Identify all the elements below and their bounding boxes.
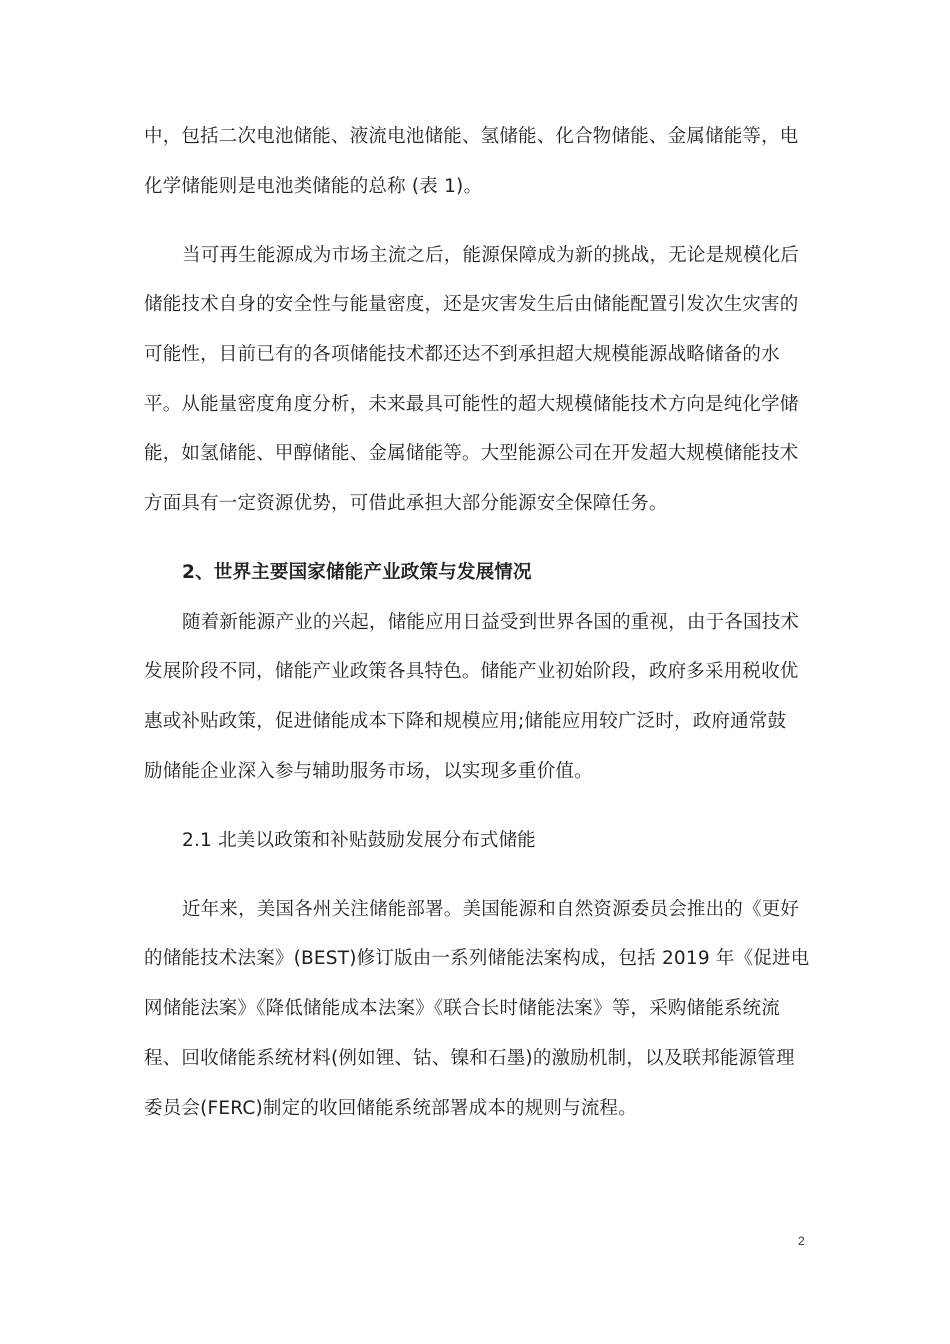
text-line: 方面具有一定资源优势，可借此承担大部分能源安全保障任务。 [144,493,668,514]
text-line: 储能技术自身的安全性与能量密度，还是灾害发生后由储能配置引发次生灾害的 [144,294,799,315]
text-line: 随着新能源产业的兴起，储能应用日益受到世界各国的重视，由于各国技术 [182,612,800,633]
text-line: 发展阶段不同，储能产业政策各具特色。储能产业初始阶段，政府多采用税收优 [144,661,799,682]
text-line: 平。从能量密度角度分析，未来最具可能性的超大规模储能技术方向是纯化学储 [144,394,799,415]
text-line: 能，如氢储能、甲醇储能、金属储能等。大型能源公司在开发超大规模储能技术 [144,443,799,464]
text-line: 化学储能则是电池类储能的总称 (表 1)。 [144,176,483,197]
text-line: 当可再生能源成为市场主流之后，能源保障成为新的挑战，无论是规模化后 [182,245,800,266]
text-line: 程、回收储能系统材料(例如锂、钴、镍和石墨)的激励机制，以及联邦能源管理 [144,1048,795,1069]
text-line: 惠或补贴政策，促进储能成本下降和规模应用;储能应用较广泛时，政府通常鼓 [144,711,787,732]
section-heading: 2、世界主要国家储能产业政策与发展情况 [182,562,532,583]
text-line: 可能性，目前已有的各项储能技术都还达不到承担超大规模能源战略储备的水 [144,344,780,365]
text-line: 的储能技术法案》(BEST)修订版由一系列储能法案构成，包括 2019 年《促进电 [144,948,810,969]
text-line: 近年来，美国各州关注储能部署。美国能源和自然资源委员会推出的《更好 [182,899,800,920]
subsection-heading: 2.1 北美以政策和补贴鼓励发展分布式储能 [182,830,537,851]
text-line: 网储能法案》《降低储能成本法案》《联合长时储能法案》等，采购储能系统流 [144,998,781,1019]
text-line: 委员会(FERC)制定的收回储能系统部署成本的规则与流程。 [144,1098,637,1119]
page-number: 2 [798,1234,805,1248]
text-line: 励储能企业深入参与辅助服务市场，以实现多重价值。 [144,761,593,782]
text-line: 中，包括二次电池储能、液流电池储能、氢储能、化合物储能、金属储能等，电 [144,126,799,147]
